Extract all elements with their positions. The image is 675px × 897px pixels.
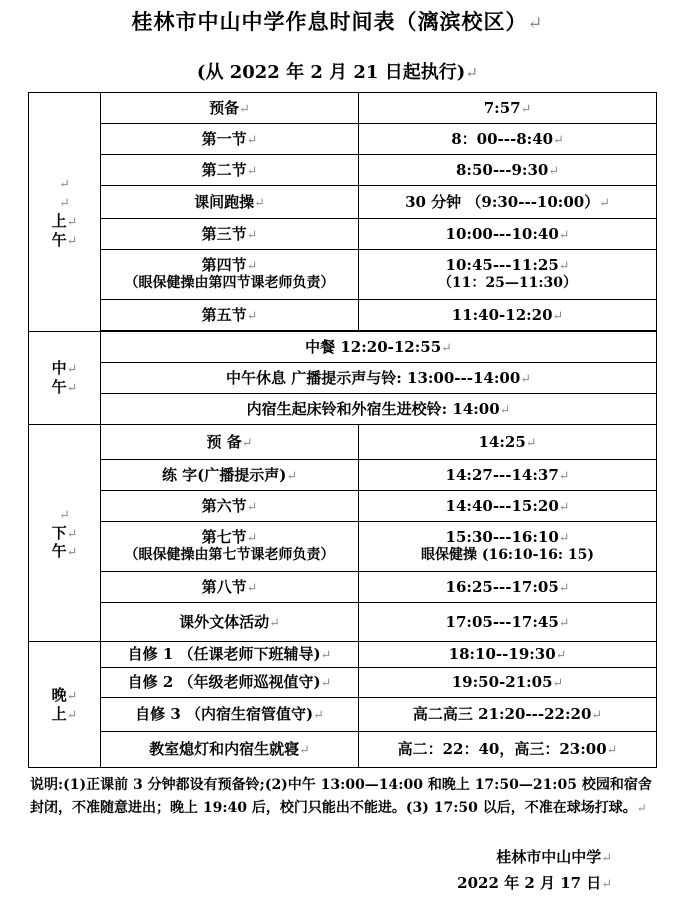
- signature-school: 桂林市中山中学↵: [496, 848, 612, 866]
- schedule-time: 14:25↵: [359, 425, 657, 460]
- period-label: 中: [51, 359, 67, 378]
- schedule-item: 第三节↵: [101, 219, 359, 250]
- schedule-item: 自修 1 （任课老师下班辅导)↵: [101, 642, 359, 668]
- table-row: [29, 460, 657, 491]
- table-row: [29, 93, 657, 124]
- table-row: [29, 668, 657, 698]
- table-row: [29, 124, 657, 155]
- schedule-item: 第七节↵ （眼保健操由第七节课老师负责）: [101, 522, 359, 572]
- schedule-item: 第五节↵: [101, 300, 359, 331]
- signature-date: 2022 年 2 月 17 日↵: [457, 874, 612, 892]
- schedule-item: 自修 2 （年级老师巡视值守)↵: [101, 668, 359, 698]
- schedule-table: [28, 92, 657, 768]
- table-row: [29, 300, 657, 331]
- schedule-item: 第六节↵: [101, 491, 359, 522]
- schedule-time: 15:30---16:10↵ 眼保健操 (16:10-16: 15): [359, 522, 657, 572]
- table-row: [29, 572, 657, 603]
- noon-schedule-line: 内宿生起床铃和外宿生进校铃: 14:00↵: [101, 394, 657, 425]
- schedule-time: 10:45---11:25↵ （11：25—11:30）: [359, 250, 657, 300]
- table-row: [29, 522, 657, 572]
- schedule-time: 8：00---8:40↵: [359, 124, 657, 155]
- effective-date-subtitle: (从 2022 年 2 月 21 日起执行)↵: [196, 62, 479, 83]
- schedule-item: 第二节↵: [101, 155, 359, 186]
- schedule-time: 30 分钟 （9:30---10:00）↵: [359, 186, 657, 219]
- footnote: 说明:(1)正课前 3 分钟都设有预备铃;(2)中午 13:00—14:00 和晚上 17:50—21:05 校园和宿舍封闭，不准随意进出；晚上 19:40 后，校门只能出不能进。(3) 17:50 以后，不准在球场打球。↵: [30, 777, 652, 816]
- schedule-time: 8:50---9:30↵: [359, 155, 657, 186]
- schedule-time: 18:10--19:30↵: [359, 642, 657, 668]
- table-row: [29, 186, 657, 219]
- period-noon-cell: 中↵ 午↵: [29, 332, 101, 425]
- table-row: [29, 603, 657, 642]
- schedule-item: 第一节↵: [101, 124, 359, 155]
- schedule-time: 19:50-21:05↵: [359, 668, 657, 698]
- period-label: 晚: [51, 685, 67, 704]
- period-label: 下: [51, 523, 67, 542]
- table-row: [29, 363, 657, 394]
- period-label: 上: [51, 704, 67, 723]
- period-evening-cell: 晚↵ 上↵: [29, 642, 101, 768]
- schedule-time: 高二高三 21:20---22:20↵: [359, 698, 657, 732]
- noon-schedule-line: 中餐 12:20-12:55↵: [101, 332, 657, 363]
- schedule-time: 高二：22：40，高三：23:00↵: [359, 732, 657, 768]
- table-row: [29, 394, 657, 425]
- schedule-item: 课外文体活动↵: [101, 603, 359, 642]
- schedule-time: 7:57↵: [359, 93, 657, 124]
- schedule-item: 自修 3 （内宿生宿管值守)↵: [101, 698, 359, 732]
- schedule-time: 11:40-12:20↵: [359, 300, 657, 331]
- period-label: 午: [51, 542, 67, 561]
- table-row: [29, 642, 657, 668]
- schedule-time: 16:25---17:05↵: [359, 572, 657, 603]
- schedule-time: 17:05---17:45↵: [359, 603, 657, 642]
- schedule-item: 第八节↵: [101, 572, 359, 603]
- signature-block: [457, 845, 612, 897]
- schedule-item: 预备↵: [101, 93, 359, 124]
- period-afternoon-cell: ↵ 下↵ 午↵: [29, 425, 101, 642]
- schedule-time: 10:00---10:40↵: [359, 219, 657, 250]
- period-label: 上: [51, 212, 67, 230]
- schedule-time: 14:27---14:37↵: [359, 460, 657, 491]
- table-row: [29, 491, 657, 522]
- schedule-item: 教室熄灯和内宿生就寝↵: [101, 732, 359, 768]
- schedule-time: 14:40---15:20↵: [359, 491, 657, 522]
- schedule-item: 课间跑操↵: [101, 186, 359, 219]
- schedule-item: 第四节↵ （眼保健操由第四节课老师负责）: [101, 250, 359, 300]
- period-morning-cell: ↵ ↵ 上↵ 午↵: [29, 93, 101, 332]
- table-row: [29, 250, 657, 300]
- period-label: 午: [51, 378, 67, 396]
- table-row: [29, 332, 657, 363]
- table-row: [29, 425, 657, 460]
- table-row: [29, 219, 657, 250]
- schedule-item: 预 备↵: [101, 425, 359, 460]
- document-title: 桂林市中山中学作息时间表（漓滨校区）↵: [131, 9, 544, 34]
- noon-schedule-line: 中午休息 广播提示声与铃: 13:00---14:00↵: [101, 363, 657, 394]
- period-label: 午: [51, 230, 67, 249]
- table-row: [29, 732, 657, 768]
- schedule-item: 练 字(广播提示声)↵: [101, 460, 359, 491]
- table-row: [29, 698, 657, 732]
- table-row: [29, 155, 657, 186]
